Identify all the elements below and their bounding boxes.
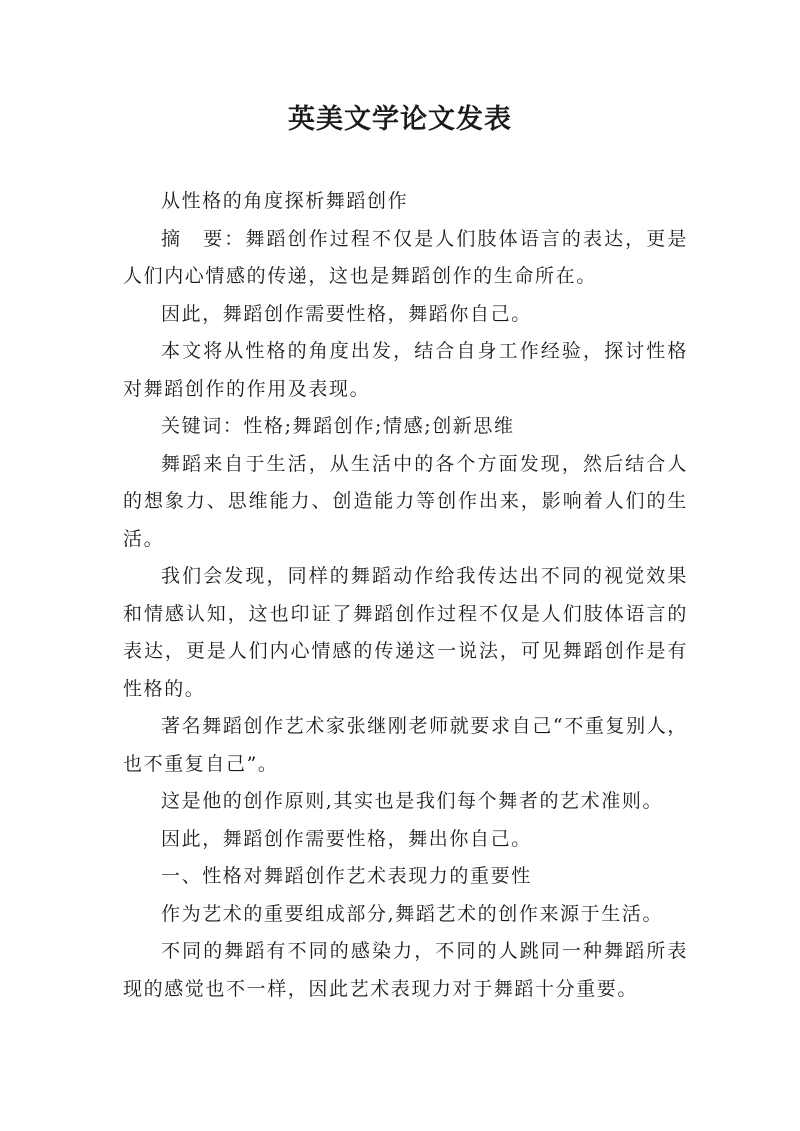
abstract-paragraph: 摘 要：舞蹈创作过程不仅是人们肢体语言的表达，更是人们内心情感的传递，这也是舞蹈创作的生命所在。 (123, 227, 688, 287)
body-paragraph: 这是他的创作原则,其实也是我们每个舞者的艺术准则。 (161, 790, 664, 812)
keywords-paragraph: 关键词：性格;舞蹈创作;情感;创新思维 (161, 415, 515, 437)
body-paragraph: 作为艺术的重要组成部分,舞蹈艺术的创作来源于生活。 (161, 902, 664, 925)
body-paragraph: 我们会发现，同样的舞蹈动作给我传达出不同的视觉效果和情感认知，这也印证了舞蹈创作过程不仅是人们肢体语言的表达，更是人们内心情感的传递这一说法，可见舞蹈创作是有性格的。 (123, 565, 688, 700)
body-paragraph: 因此，舞蹈创作需要性格，舞出你自己。 (161, 827, 532, 850)
document-body (123, 183, 688, 1008)
body-paragraph: 著名舞蹈创作艺术家张继刚老师就要求自己“不重复别人，也不重复自己”。 (123, 715, 688, 775)
article-title-line: 从性格的角度探析舞蹈创作 (161, 190, 409, 212)
body-paragraph: 本文将从性格的角度出发，结合自身工作经验，探讨性格对舞蹈创作的作用及表现。 (123, 340, 688, 400)
body-paragraph: 不同的舞蹈有不同的感染力，不同的人跳同一种舞蹈所表现的感觉也不一样，因此艺术表现力对于舞蹈十分重要。 (123, 940, 688, 1000)
body-paragraph: 因此，舞蹈创作需要性格，舞蹈你自己。 (161, 302, 532, 325)
section-heading: 一、性格对舞蹈创作艺术表现力的重要性 (161, 865, 532, 887)
document-title: 英美文学论文发表 (288, 104, 512, 135)
body-paragraph: 舞蹈来自于生活，从生活中的各个方面发现，然后结合人的想象力、思维能力、创造能力等创作出来，影响着人们的生活。 (123, 452, 688, 550)
